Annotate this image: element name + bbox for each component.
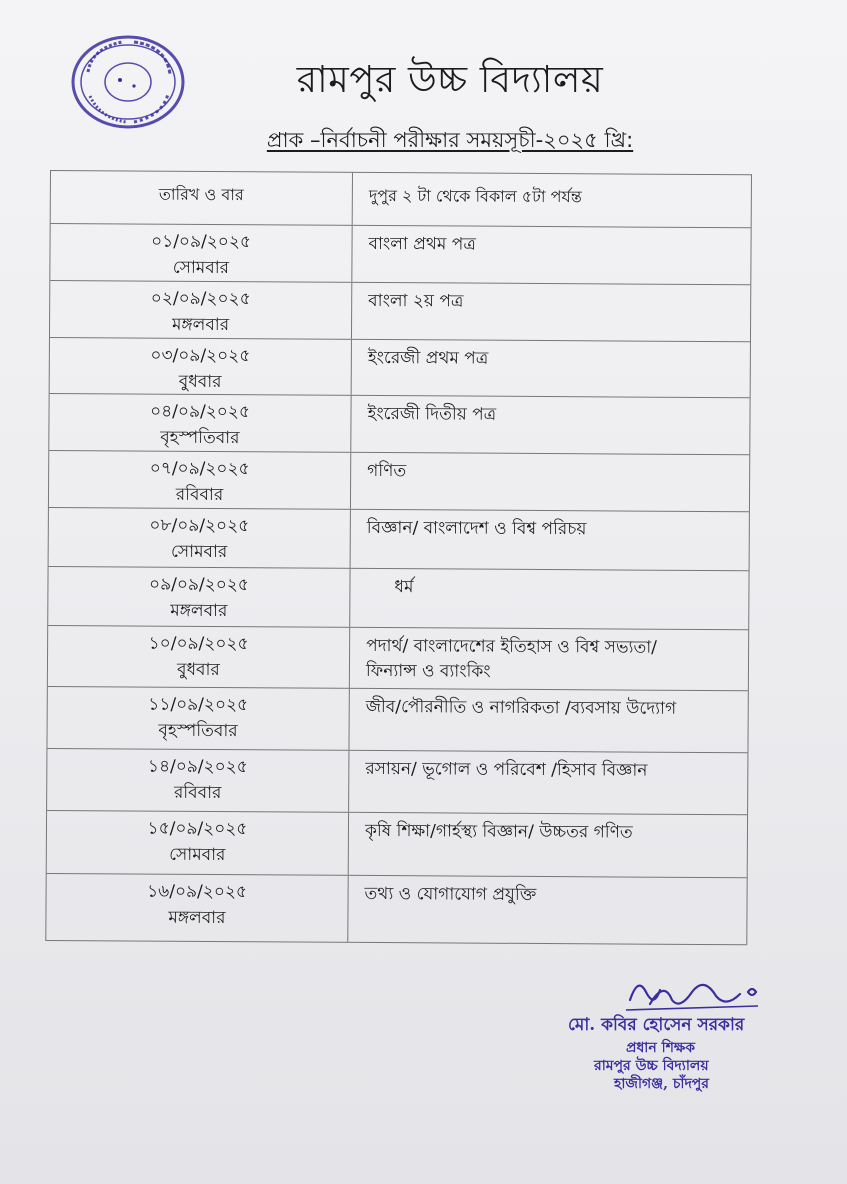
subject-cell: রসায়ন/ ভূগোল ও পরিবেশ /হিসাব বিজ্ঞান <box>365 758 648 781</box>
exam-date: ১৬/০৯/২০২৫ <box>147 881 248 903</box>
exam-day: মঙ্গলবার <box>171 314 230 336</box>
table-row <box>49 394 749 455</box>
header-date-day: তারিখ ও বার <box>51 171 353 225</box>
date-cell <box>48 626 350 688</box>
schedule-title: প্রাক –নির্বাচনী পরীক্ষার সময়সূচী-২০২৫ খ্রি: <box>266 128 634 152</box>
exam-date: ০৭/০৯/২০২৫ <box>149 458 250 480</box>
exam-date: ১১/০৯/২০২৫ <box>148 694 249 716</box>
table-row <box>49 451 749 512</box>
date-cell <box>50 338 352 395</box>
table-row <box>47 811 747 878</box>
table-row <box>50 281 750 342</box>
school-name-heading: রামপুর উচ্চ বিদ্যালয় <box>296 58 604 101</box>
exam-day: সোমবার <box>169 844 226 866</box>
signatory-address: হাজীগঞ্জ, চাঁদপুর <box>614 1076 710 1092</box>
exam-date: ০২/০৯/২০২৫ <box>150 288 251 310</box>
exam-day: সোমবার <box>172 257 230 279</box>
exam-day: রবিবার <box>175 484 224 506</box>
subject-cell: কৃষি শিক্ষা/গার্হস্থ্য বিজ্ঞান/ উচ্চতর গণিত <box>364 820 633 843</box>
exam-schedule-table <box>45 170 752 945</box>
exam-date: ১০/০৯/২০২৫ <box>148 633 249 655</box>
exam-date: ১৫/০৯/২০২৫ <box>147 818 248 840</box>
subject-cell: ধর্ম <box>394 577 414 598</box>
date-cell <box>48 567 350 627</box>
date-cell <box>47 749 349 812</box>
table-header-row <box>51 171 751 228</box>
exam-day: রবিবার <box>173 782 222 804</box>
table-row <box>47 687 747 753</box>
date-cell <box>49 394 351 452</box>
table-row <box>49 508 749 571</box>
exam-date: ০৩/০৯/২০২৫ <box>150 345 251 367</box>
headmaster-signature-block <box>560 970 830 1100</box>
subject-cell: বিজ্ঞান/ বাংলাদেশ ও বিশ্ব পরিচয় <box>366 517 587 540</box>
date-cell <box>49 451 351 509</box>
date-cell <box>46 874 348 942</box>
signatory-school: রামপুর উচ্চ বিদ্যালয় <box>594 1058 709 1074</box>
table-row <box>50 338 750 398</box>
date-cell <box>50 224 352 282</box>
subject-line-2: ফিন্যান্স ও ব্যাংকিং <box>365 660 491 682</box>
handwritten-signature <box>620 970 770 1018</box>
table-row <box>50 224 750 285</box>
subject-cell: তথ্য ও যোগাযোগ প্রযুক্তি <box>364 883 537 905</box>
exam-date: ১৪/০৯/২০২৫ <box>147 756 248 778</box>
exam-date: ০১/০৯/২০২৫ <box>151 231 252 253</box>
exam-day: বুধবার <box>177 659 220 681</box>
date-cell <box>47 811 349 875</box>
table-row <box>47 749 747 815</box>
subject-cell: ইংরেজী দিতীয় পত্র <box>367 403 497 425</box>
signatory-name: মো. কবির হোসেন সরকার <box>568 1015 745 1035</box>
exam-date: ০৪/০৯/২০২৫ <box>150 401 250 423</box>
exam-date: ০৯/০৯/২০২৫ <box>148 574 249 596</box>
subject-line-1: পদার্থ/ বাংলাদেশের ইতিহাস ও বিশ্ব সভ্যতা/ <box>366 635 657 658</box>
header-time: দুপুর ২ টা থেকে বিকাল ৫টা পর্যন্ত <box>368 185 582 207</box>
table-row <box>48 567 748 630</box>
exam-date: ০৮/০৯/২০২৫ <box>149 515 250 537</box>
table-row <box>46 874 746 945</box>
subject-cell: বাংলা প্রথম পত্র <box>368 233 476 255</box>
subject-cell: জীব/পৌরনীতি ও নাগরিকতা /ব্যবসায় উদ্যোগ <box>365 696 677 719</box>
exam-day: বৃহস্পতিবার <box>160 427 240 449</box>
subject-cell: বাংলা ২য় পত্র <box>368 290 464 312</box>
subject-cell: ইংরেজী প্রথম পত্র <box>367 347 489 369</box>
subject-cell: গণিত <box>367 460 407 482</box>
date-cell <box>47 687 349 750</box>
exam-day: মঙ্গলবার <box>168 907 226 929</box>
date-cell <box>50 281 352 339</box>
exam-day: বৃহস্পতিবার <box>158 720 238 742</box>
table-row <box>48 626 748 691</box>
signatory-designation: প্রধান শিক্ষক <box>626 1040 696 1056</box>
subject-cell <box>350 628 748 690</box>
exam-day: সোমবার <box>170 541 228 563</box>
exam-day: মঙ্গলবার <box>170 600 228 622</box>
exam-day: বুধবার <box>178 371 222 393</box>
date-cell <box>49 508 351 568</box>
